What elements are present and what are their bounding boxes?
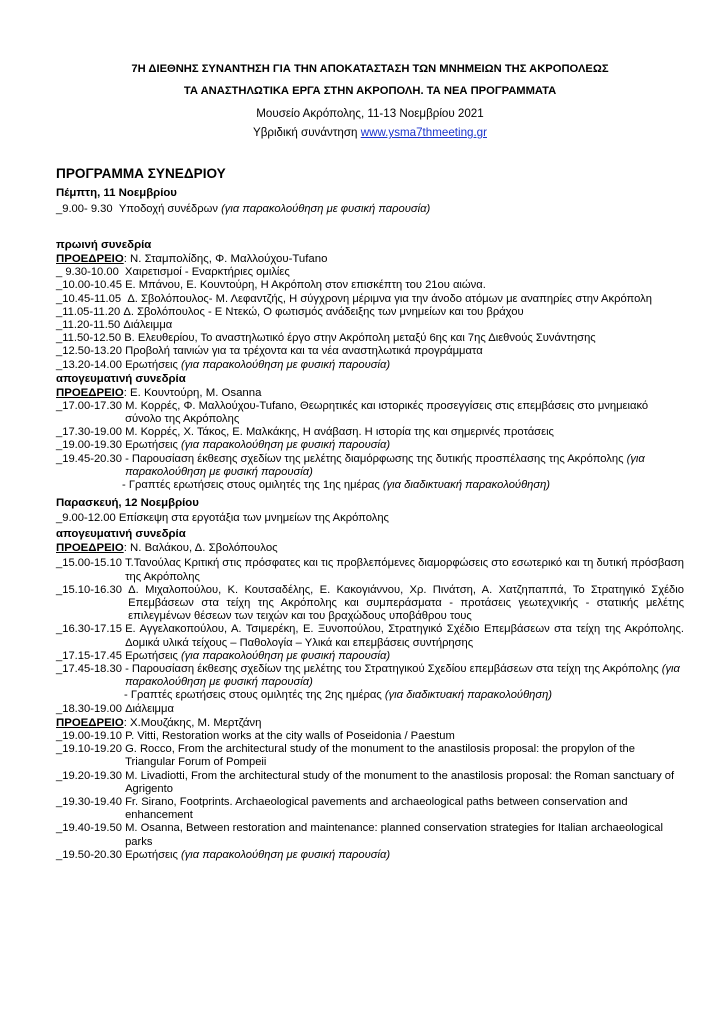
day2-break — [56, 703, 684, 716]
day2-evening-schedule — [56, 730, 684, 862]
hybrid-line — [56, 126, 684, 140]
registration-text: Υποδοχή συνέδρων — [118, 203, 222, 215]
attendance-note: (για παρακολούθηση με φυσική παρουσία) — [221, 203, 431, 215]
schedule-item — [56, 849, 684, 862]
item-text: Διάλειμμα — [123, 319, 173, 332]
time: _13.20-14.00 — [56, 358, 126, 371]
schedule-item — [56, 359, 684, 372]
schedule-item — [56, 332, 684, 345]
attendance-note: (για παρακολούθηση με φυσική παρουσία) — [180, 439, 391, 452]
attendance-note: (για παρακολούθηση με φυσική παρουσία) — [125, 452, 645, 478]
schedule-item — [56, 650, 684, 663]
day2-title: Παρασκευή, 12 Νοεμβρίου — [56, 497, 199, 510]
program-title: ΠΡΟΓΡΑΜΜΑ ΣΥΝΕΔΡΙΟΥ — [56, 166, 226, 181]
chair-line — [56, 716, 684, 730]
afternoon-session-title: απογευματινή συνεδρία — [56, 372, 186, 385]
chair-names: : Ν. Βαλάκου, Δ. Σβολόπουλος — [123, 542, 278, 555]
time: _ 9.30-10.00 — [56, 266, 126, 279]
chair-line — [56, 541, 684, 555]
meeting-subtitle: ΤΑ ΑΝΑΣΤΗΛΩΤΙΚΑ ΕΡΓΑ ΣΤΗΝ ΑΚΡΟΠΟΛΗ. ΤΑ ΝΕΑ ΠΡΟΓΡΑΜΜΑΤΑ — [183, 85, 557, 97]
item-text: Fr. Sirano, Footprints. Archaeological pavements and archaeological paths between conservation and enhancement — [125, 795, 628, 822]
day1-registration — [56, 203, 684, 216]
time: _17.15-17.45 — [56, 649, 126, 662]
schedule-item — [56, 743, 684, 769]
item-text: M. Livadiotti, From the architectural study of the monument to the anastilosis proposal: the Roman sanctuary of Agrigento — [125, 769, 675, 795]
afternoon-session-title: απογευματινή συνεδρία — [56, 528, 186, 541]
schedule-item — [56, 426, 684, 439]
item-text: - Παρουσίαση έκθεσης σχεδίων της μελέτης του Στρατηγικού Σχεδίου επεμβάσεων στα τείχη της Ακρόπολης — [125, 663, 662, 676]
time: _19.00-19.10 — [56, 729, 126, 742]
meeting-title: 7Η ΔΙΕΘΝΗΣ ΣΥΝΑΝΤΗΣΗ ΓΙΑ ΤΗΝ ΑΠΟΚΑΤΑΣΤΑΣΗ ΤΩΝ ΜΝΗΜΕΙΩΝ ΤΗΣ ΑΚΡΟΠΟΛΕΩΣ — [131, 63, 609, 75]
schedule-item — [56, 306, 684, 319]
schedule-item — [56, 796, 684, 822]
time: _11.05-11.20 — [56, 305, 124, 318]
item-text: Ερωτήσεις — [125, 439, 181, 452]
item-text: Ε. Αγγελακοπούλου, Α. Τσιμερέκη, Ε. Ξυνοπούλου, Στρατηγικό Σχέδιο Επεμβάσεων στα τείχη της Ακρόπολης. Δομικά υλικά τείχους – Παθολογία – Υλικά και επεμβάσεις συντήρησης — [125, 623, 684, 649]
schedule-item — [56, 266, 684, 279]
schedule-item — [56, 345, 684, 358]
schedule-item — [56, 439, 684, 452]
time: _19.30-19.40 — [56, 795, 126, 808]
hybrid-label: Υβριδική συνάντηση — [252, 126, 361, 139]
item-text: G. Rocco, From the architectural study of the monument to the anastilosis proposal: the propylon of the Triangular Forum of Pompeii — [125, 743, 635, 769]
break-text: Διάλειμμα — [125, 702, 174, 715]
chair-names: : Χ.Μουζάκης, Μ. Μερτζάνη — [123, 716, 262, 729]
schedule-item — [56, 663, 684, 689]
item-text: Προβολή ταινιών για τα τρέχοντα και τα νέα αναστηλωτικά προγράμματα — [125, 345, 483, 358]
day1-morning-schedule — [56, 266, 684, 372]
schedule-item — [56, 623, 684, 649]
time: _15.10-16.30 — [56, 583, 129, 596]
item-text: Δ. Σβολόπουλος- Μ. Λεφαντζής, Η σύγχρονη μέριμνα για την άνοδο ατόμων με αναπηρίες στην Ακρόπολη — [127, 292, 652, 305]
time: _11.50-12.50 — [56, 332, 125, 345]
schedule-item — [56, 584, 684, 624]
time: _19.50-20.30 — [56, 848, 126, 861]
chair-label: ΠΡΟΕΔΡΕΙΟ — [56, 542, 124, 555]
item-text: Ερωτήσεις — [125, 649, 181, 662]
chair-label: ΠΡΟΕΔΡΕΙΟ — [56, 386, 124, 399]
time: _17.30-19.00 — [56, 426, 126, 439]
chair-label: ΠΡΟΕΔΡΕΙΟ — [56, 716, 124, 729]
chair-names: : Ν. Σταμπολίδης, Φ. Μαλλούχου-Tufano — [123, 253, 328, 266]
item-text: Ε. Μπάνου, Ε. Κουντούρη, Η Ακρόπολη στον επισκέπτη του 21ου αιώνα. — [125, 279, 486, 292]
item-text: Τ.Τανούλας Κριτική στις πρόσφατες και τις προβλεπόμενες διαμορφώσεις στο εσωτερικό και τη δυτική πρόσβαση της Ακρόπολης — [125, 557, 684, 583]
item-text: Δ. Μιχαλοπούλου, Κ. Κουτσαδέλης, Ε. Κακογιάννου, Χρ. Πινάτση, Α. Χατζηπαππά, Το Στρατηγικό Σχέδιο Επεμβάσεων στα τείχη της Ακρόπολης και συμπεράσματα - προτάσεις γεωτεχνικής - στατικής μελέτης επιλεγμένων θέσεων των τειχών και του βραχώδους υποβάθρου τους — [128, 583, 684, 623]
meeting-website-link[interactable]: www.ysma7thmeeting.gr — [360, 126, 487, 139]
attendance-note: (για παρακολούθηση με φυσική παρουσία) — [180, 848, 391, 861]
item-text: M. Osanna, Between restoration and maintenance: planned conservation strategies for Italian archaeological parks — [125, 822, 664, 848]
item-text: Β. Ελευθερίου, Το αναστηλωτικό έργο στην Ακρόπολη μεταξύ 6ης και 7ης Διεθνούς Συνάντησης — [124, 332, 596, 345]
item-text: - Παρουσίαση έκθεσης σχεδίων της μελέτης διαμόρφωσης της δυτικής προσπέλασης της Ακρόπολης — [125, 452, 627, 465]
schedule-item — [56, 319, 684, 332]
time: _17.00-17.30 — [56, 399, 126, 412]
item-text: P. Vitti, Restoration works at the city walls of Poseidonia / Paestum — [125, 729, 455, 742]
time: _15.00-15.10 — [56, 557, 126, 570]
document-header — [56, 62, 684, 140]
written-questions-line: - Γραπτές ερωτήσεις στους ομιλητές της 2ης ημέρας (για διαδικτυακή παρακολούθηση) — [124, 689, 553, 702]
morning-session-title: πρωινή συνεδρία — [56, 239, 152, 252]
chair-names: : Ε. Κουντούρη, M. Osanna — [123, 386, 262, 399]
chair-line — [56, 252, 684, 266]
schedule-item — [56, 557, 684, 583]
item-text: Μ. Κορρές, Φ. Μαλλούχου-Tufano, Θεωρητικές και ιστορικές προσεγγίσεις στις επεμβάσεις στο μνημειακό σύνολο της Ακρόπολης — [125, 399, 649, 426]
time: _10.45-11.05 — [56, 292, 128, 305]
time: _18.30-19.00 — [56, 702, 126, 715]
item-text: Ερωτήσεις — [125, 848, 181, 861]
schedule-item — [56, 453, 684, 479]
day2-afternoon-schedule — [56, 557, 684, 689]
schedule-item — [56, 293, 684, 306]
day1-title: Πέμπτη, 11 Νοεμβρίου — [56, 187, 177, 199]
item-text: Χαιρετισμοί - Εναρκτήριες ομιλίες — [125, 266, 290, 279]
time: _9.00-12.00 — [56, 512, 119, 525]
schedule-item — [56, 400, 684, 426]
time: _10.00-10.45 — [56, 279, 126, 292]
schedule-item — [56, 770, 684, 796]
schedule-item — [56, 730, 684, 743]
time: _19.00-19.30 — [56, 439, 126, 452]
item-text: Ερωτήσεις — [125, 358, 181, 371]
visit-text: Επίσκεψη στα εργοτάξια των μνημείων της Ακρόπολης — [118, 512, 389, 525]
day2-visit — [56, 512, 684, 525]
time: _12.50-13.20 — [56, 345, 126, 358]
day1-afternoon-schedule — [56, 400, 684, 479]
item-text: Δ. Σβολόπουλος - Ε Ντεκώ, Ο φωτισμός ανάδειξης των μνημείων και του βράχου — [123, 305, 524, 318]
time: _19.40-19.50 — [56, 822, 126, 835]
attendance-note: (για παρακολούθηση με φυσική παρουσία) — [180, 358, 391, 371]
attendance-note: (για παρακολούθηση με φυσική παρουσία) — [125, 663, 680, 689]
time: _11.20-11.50 — [56, 319, 124, 332]
schedule-item — [56, 279, 684, 292]
time: _19.45-20.30 — [56, 452, 126, 465]
time: _19.20-19.30 — [56, 769, 126, 782]
attendance-note: (για παρακολούθηση με φυσική παρουσία) — [180, 649, 391, 662]
time: _9.00- 9.30 — [56, 203, 119, 215]
time: _19.10-19.20 — [56, 743, 126, 756]
schedule-item — [56, 822, 684, 848]
item-text: Μ. Κορρές, Χ. Τάκος, Ε. Μαλκάκης, Η ανάβαση. Η ιστορία της και σημερινές προτάσεις — [125, 426, 554, 439]
venue-dates: Μουσείο Ακρόπολης, 11-13 Νοεμβρίου 2021 — [256, 107, 484, 120]
chair-line — [56, 386, 684, 400]
written-questions-line: - Γραπτές ερωτήσεις στους ομιλητές της 1ης ημέρας (για διαδικτυακή παρακολούθηση) — [122, 479, 551, 492]
time: _17.45-18.30 — [56, 663, 126, 676]
chair-label: ΠΡΟΕΔΡΕΙΟ — [56, 253, 124, 266]
time: _16.30-17.15 — [56, 623, 126, 636]
